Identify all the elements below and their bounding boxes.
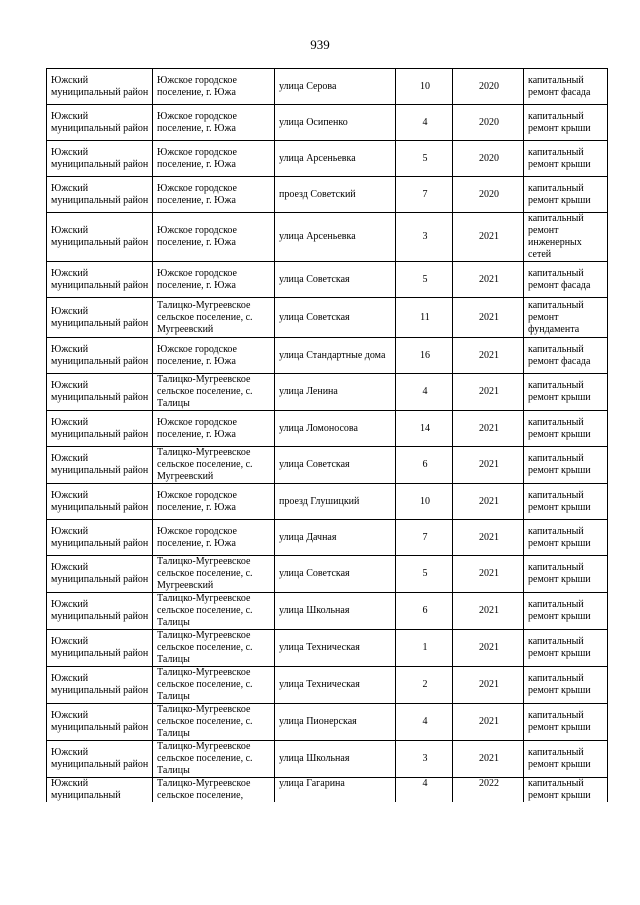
year-cell xyxy=(453,105,524,141)
settlement-cell xyxy=(153,411,275,447)
work-type-cell-text: капитальный ремонт крыши xyxy=(528,778,591,801)
street-cell-text: улица Арсеньевка xyxy=(279,231,356,242)
district-cell xyxy=(47,411,153,447)
street-cell xyxy=(275,338,396,374)
district-cell-text: Южский муниципальный район xyxy=(51,146,149,170)
house-number-cell-text: 4 xyxy=(422,716,428,727)
street-cell-text: улица Арсеньевка xyxy=(279,152,356,164)
work-type-cell-text: капитальный ремонт инженерных сетей xyxy=(528,213,584,260)
street-cell-text: улица Дачная xyxy=(279,531,337,543)
district-cell xyxy=(47,667,153,704)
house-number-cell xyxy=(396,298,453,338)
work-type-cell xyxy=(524,556,608,593)
house-number-cell xyxy=(396,704,453,741)
street-cell xyxy=(275,778,396,803)
district-cell xyxy=(47,520,153,556)
year-cell-text: 2021 xyxy=(479,311,499,323)
year-cell-text: 2021 xyxy=(479,716,499,727)
settlement-cell xyxy=(153,141,275,177)
work-type-cell-text: капитальный ремонт крыши xyxy=(528,636,591,659)
district-cell xyxy=(47,338,153,374)
house-number-cell xyxy=(396,593,453,630)
year-cell-text: 2021 xyxy=(479,273,499,285)
district-cell xyxy=(47,593,153,630)
street-cell xyxy=(275,484,396,520)
house-number-cell-text: 4 xyxy=(422,386,428,397)
table-row xyxy=(47,177,608,213)
district-cell xyxy=(47,298,153,338)
table-row xyxy=(47,141,608,177)
district-cell-text: Южский муниципальный район xyxy=(51,343,149,367)
year-cell-text: 2021 xyxy=(479,679,499,690)
year-cell xyxy=(453,411,524,447)
street-cell xyxy=(275,593,396,630)
settlement-cell-text: Талицко-Мугреевское сельское поселение, с. Талицы xyxy=(157,667,253,702)
work-type-cell-text: капитальный ремонт фасада xyxy=(528,343,591,367)
work-type-cell xyxy=(524,447,608,484)
house-number-cell xyxy=(396,741,453,778)
work-type-cell xyxy=(524,778,608,803)
district-cell xyxy=(47,741,153,778)
work-type-cell-text: капитальный ремонт крыши xyxy=(528,710,591,733)
house-number-cell-text: 14 xyxy=(420,422,430,434)
settlement-cell-text: Южское городское поселение, г. Южа xyxy=(157,110,237,134)
table-row xyxy=(47,262,608,298)
street-cell xyxy=(275,556,396,593)
house-number-cell-text: 10 xyxy=(420,80,430,92)
table-row xyxy=(47,374,608,411)
district-cell-text: Южский муниципальный район xyxy=(51,673,149,696)
work-type-cell-text: капитальный ремонт крыши xyxy=(528,747,591,770)
settlement-cell xyxy=(153,741,275,778)
house-number-cell xyxy=(396,141,453,177)
street-cell-text: улица Советская xyxy=(279,311,350,323)
year-cell-text: 2021 xyxy=(479,568,499,579)
year-cell xyxy=(453,338,524,374)
settlement-cell xyxy=(153,593,275,630)
house-number-cell-text: 7 xyxy=(422,188,428,200)
street-cell xyxy=(275,520,396,556)
work-type-cell xyxy=(524,105,608,141)
settlement-cell xyxy=(153,667,275,704)
street-cell-text: улица Школьная xyxy=(279,753,350,764)
table-row xyxy=(47,213,608,262)
year-cell xyxy=(453,262,524,298)
street-cell xyxy=(275,213,396,262)
year-cell-text: 2021 xyxy=(479,349,499,361)
work-type-cell-text: капитальный ремонт крыши xyxy=(528,416,591,440)
work-type-cell xyxy=(524,741,608,778)
district-cell-text: Южский муниципальный район xyxy=(51,110,149,134)
district-cell xyxy=(47,141,153,177)
year-cell xyxy=(453,667,524,704)
settlement-cell-text: Талицко-Мугреевское сельское поселение, xyxy=(157,778,251,801)
settlement-cell-text: Талицко-Мугреевское сельское поселение, с. Талицы xyxy=(157,630,253,665)
house-number-cell xyxy=(396,411,453,447)
district-cell-text: Южский муниципальный район xyxy=(51,305,149,329)
year-cell-text: 2021 xyxy=(479,605,499,616)
settlement-cell-text: Талицко-Мугреевское сельское поселение, с. Мугреевский xyxy=(157,556,253,591)
house-number-cell-text: 1 xyxy=(422,642,428,653)
house-number-cell-text: 7 xyxy=(422,531,428,543)
work-type-cell-text: капитальный ремонт крыши xyxy=(528,599,591,622)
work-type-cell-text: капитальный ремонт крыши xyxy=(528,489,591,513)
street-cell xyxy=(275,105,396,141)
street-cell-text: улица Школьная xyxy=(279,605,350,616)
district-cell-text: Южский муниципальный район xyxy=(51,525,149,549)
work-type-cell-text: капитальный ремонт крыши xyxy=(528,110,591,134)
house-number-cell-text: 4 xyxy=(422,778,428,789)
settlement-cell-text: Южское городское поселение, г. Южа xyxy=(157,182,237,206)
settlement-cell-text: Южское городское поселение, г. Южа xyxy=(157,416,237,440)
district-cell-text: Южский муниципальный район xyxy=(51,380,149,403)
street-cell-text: улица Советская xyxy=(279,568,350,579)
settlement-cell xyxy=(153,298,275,338)
year-cell xyxy=(453,741,524,778)
table-row xyxy=(47,298,608,338)
district-cell-text: Южский муниципальный район xyxy=(51,710,149,733)
year-cell xyxy=(453,374,524,411)
year-cell-text: 2021 xyxy=(479,459,499,470)
page-number: 939 xyxy=(310,37,330,52)
year-cell xyxy=(453,69,524,105)
house-number-cell-text: 5 xyxy=(422,568,428,579)
year-cell-text: 2022 xyxy=(479,778,499,789)
table-row xyxy=(47,667,608,704)
table-row xyxy=(47,520,608,556)
district-cell xyxy=(47,105,153,141)
year-cell xyxy=(453,704,524,741)
work-type-cell-text: капитальный ремонт крыши xyxy=(528,146,591,170)
work-type-cell xyxy=(524,704,608,741)
street-cell xyxy=(275,177,396,213)
settlement-cell-text: Южское городское поселение, г. Южа xyxy=(157,267,237,291)
district-cell xyxy=(47,484,153,520)
street-cell-text: улица Советская xyxy=(279,273,350,285)
year-cell xyxy=(453,484,524,520)
settlement-cell xyxy=(153,105,275,141)
settlement-cell xyxy=(153,630,275,667)
district-cell xyxy=(47,69,153,105)
settlement-cell xyxy=(153,447,275,484)
street-cell-text: улица Гагарина xyxy=(279,778,345,789)
work-type-cell xyxy=(524,520,608,556)
year-cell-text: 2021 xyxy=(479,642,499,653)
district-cell xyxy=(47,262,153,298)
house-number-cell-text: 5 xyxy=(422,273,428,285)
work-type-cell-text: капитальный ремонт крыши xyxy=(528,562,591,585)
street-cell-text: улица Пионерская xyxy=(279,716,357,727)
street-cell xyxy=(275,741,396,778)
table-row xyxy=(47,778,608,803)
settlement-cell-text: Южское городское поселение, г. Южа xyxy=(157,146,237,170)
table-body xyxy=(47,69,608,803)
street-cell xyxy=(275,667,396,704)
year-cell xyxy=(453,177,524,213)
work-type-cell-text: капитальный ремонт крыши xyxy=(528,182,591,206)
house-number-cell xyxy=(396,338,453,374)
district-cell xyxy=(47,778,153,803)
house-number-cell-text: 6 xyxy=(422,459,428,470)
settlement-cell xyxy=(153,556,275,593)
district-cell-text: Южский муниципальный район xyxy=(51,416,149,440)
work-type-cell xyxy=(524,69,608,105)
settlement-cell xyxy=(153,262,275,298)
year-cell-text: 2020 xyxy=(479,188,499,200)
district-cell-text: Южский муниципальный район xyxy=(51,747,149,770)
settlement-cell-text: Талицко-Мугреевское сельское поселение, с. Талицы xyxy=(157,704,253,739)
table-row xyxy=(47,556,608,593)
district-cell-text: Южский муниципальный район xyxy=(51,489,149,513)
year-cell xyxy=(453,778,524,803)
year-cell-text: 2020 xyxy=(479,152,499,164)
work-type-cell xyxy=(524,338,608,374)
street-cell-text: улица Серова xyxy=(279,80,337,92)
house-number-cell xyxy=(396,520,453,556)
table-row xyxy=(47,593,608,630)
settlement-cell-text: Талицко-Мугреевское сельское поселение, с. Талицы xyxy=(157,374,253,409)
work-type-cell xyxy=(524,411,608,447)
settlement-cell-text: Южское городское поселение, г. Южа xyxy=(157,489,237,513)
year-cell xyxy=(453,213,524,262)
street-cell-text: улица Ленина xyxy=(279,386,338,397)
work-type-cell-text: капитальный ремонт фасада xyxy=(528,74,591,98)
district-cell xyxy=(47,447,153,484)
work-type-cell-text: капитальный ремонт крыши xyxy=(528,673,591,696)
year-cell-text: 2020 xyxy=(479,80,499,92)
street-cell-text: улица Осипенко xyxy=(279,116,348,128)
district-cell-text: Южский муниципальный район xyxy=(51,267,149,291)
house-number-cell-text: 2 xyxy=(422,679,428,690)
year-cell xyxy=(453,447,524,484)
settlement-cell-text: Талицко-Мугреевское сельское поселение, с. Талицы xyxy=(157,741,253,776)
district-cell-text: Южский муниципальный район xyxy=(51,182,149,206)
street-cell xyxy=(275,374,396,411)
year-cell-text: 2020 xyxy=(479,116,499,128)
district-cell-text: Южский муниципальный xyxy=(51,778,121,801)
district-cell-text: Южский муниципальный район xyxy=(51,74,149,98)
year-cell xyxy=(453,298,524,338)
district-cell-text: Южский муниципальный район xyxy=(51,225,149,248)
settlement-cell xyxy=(153,374,275,411)
year-cell-text: 2021 xyxy=(479,531,499,543)
year-cell-text: 2021 xyxy=(479,386,499,397)
work-type-cell xyxy=(524,484,608,520)
house-number-cell-text: 3 xyxy=(422,753,428,764)
house-number-cell-text: 16 xyxy=(420,349,430,361)
year-cell xyxy=(453,141,524,177)
settlement-cell-text: Южское городское поселение, г. Южа xyxy=(157,343,237,367)
settlement-cell xyxy=(153,778,275,803)
street-cell xyxy=(275,447,396,484)
district-cell xyxy=(47,177,153,213)
settlement-cell xyxy=(153,338,275,374)
street-cell-text: улица Советская xyxy=(279,459,350,470)
work-type-cell-text: капитальный ремонт фасада xyxy=(528,267,591,291)
table-row xyxy=(47,741,608,778)
settlement-cell xyxy=(153,177,275,213)
house-number-cell-text: 5 xyxy=(422,152,428,164)
district-cell xyxy=(47,213,153,262)
work-type-cell-text: капитальный ремонт фундамента xyxy=(528,299,584,335)
work-type-cell xyxy=(524,213,608,262)
house-number-cell-text: 11 xyxy=(420,311,430,323)
street-cell xyxy=(275,69,396,105)
table-row xyxy=(47,338,608,374)
street-cell xyxy=(275,630,396,667)
work-type-cell xyxy=(524,374,608,411)
work-type-cell xyxy=(524,141,608,177)
house-number-cell xyxy=(396,262,453,298)
table-row xyxy=(47,411,608,447)
table-row xyxy=(47,105,608,141)
year-cell xyxy=(453,520,524,556)
work-type-cell-text: капитальный ремонт крыши xyxy=(528,380,591,403)
district-cell xyxy=(47,556,153,593)
house-number-cell xyxy=(396,374,453,411)
house-number-cell-text: 10 xyxy=(420,495,430,507)
year-cell-text: 2021 xyxy=(479,422,499,434)
year-cell xyxy=(453,593,524,630)
table-row xyxy=(47,69,608,105)
street-cell-text: улица Ломоносова xyxy=(279,422,358,434)
district-cell-text: Южский муниципальный район xyxy=(51,599,149,622)
settlement-cell-text: Южское городское поселение, г. Южа xyxy=(157,74,237,98)
settlement-cell xyxy=(153,69,275,105)
work-type-cell-text: капитальный ремонт крыши xyxy=(528,453,591,476)
settlement-cell xyxy=(153,520,275,556)
house-number-cell xyxy=(396,177,453,213)
street-cell-text: улица Техническая xyxy=(279,679,360,690)
work-type-cell xyxy=(524,667,608,704)
street-cell-text: улица Техническая xyxy=(279,642,360,653)
district-cell xyxy=(47,374,153,411)
work-type-cell xyxy=(524,262,608,298)
street-cell xyxy=(275,141,396,177)
table-row xyxy=(47,447,608,484)
house-number-cell xyxy=(396,778,453,803)
district-cell-text: Южский муниципальный район xyxy=(51,636,149,659)
work-type-cell xyxy=(524,630,608,667)
work-type-cell xyxy=(524,177,608,213)
district-cell-text: Южский муниципальный район xyxy=(51,453,149,476)
street-cell xyxy=(275,262,396,298)
work-type-cell xyxy=(524,593,608,630)
street-cell xyxy=(275,298,396,338)
house-number-cell-text: 6 xyxy=(422,605,428,616)
house-number-cell xyxy=(396,105,453,141)
street-cell-text: проезд Глушицкий xyxy=(279,495,360,507)
table-row xyxy=(47,630,608,667)
house-number-cell xyxy=(396,667,453,704)
house-number-cell xyxy=(396,213,453,262)
year-cell-text: 2021 xyxy=(479,495,499,507)
district-cell-text: Южский муниципальный район xyxy=(51,562,149,585)
settlement-cell xyxy=(153,213,275,262)
street-cell xyxy=(275,704,396,741)
year-cell xyxy=(453,630,524,667)
repair-schedule-table xyxy=(46,68,608,802)
year-cell-text: 2021 xyxy=(479,231,499,242)
year-cell xyxy=(453,556,524,593)
year-cell-text: 2021 xyxy=(479,753,499,764)
settlement-cell xyxy=(153,484,275,520)
house-number-cell xyxy=(396,556,453,593)
work-type-cell xyxy=(524,298,608,338)
settlement-cell xyxy=(153,704,275,741)
street-cell-text: проезд Советский xyxy=(279,188,356,200)
house-number-cell-text: 4 xyxy=(422,116,428,128)
house-number-cell xyxy=(396,447,453,484)
district-cell xyxy=(47,630,153,667)
table-row xyxy=(47,704,608,741)
settlement-cell-text: Талицко-Мугреевское сельское поселение, с. Мугреевский xyxy=(157,299,253,335)
settlement-cell-text: Талицко-Мугреевское сельское поселение, с. Талицы xyxy=(157,593,253,628)
district-cell xyxy=(47,704,153,741)
house-number-cell xyxy=(396,484,453,520)
work-type-cell-text: капитальный ремонт крыши xyxy=(528,525,591,549)
settlement-cell-text: Южское городское поселение, г. Южа xyxy=(157,525,237,549)
settlement-cell-text: Талицко-Мугреевское сельское поселение, с. Мугреевский xyxy=(157,447,253,482)
house-number-cell xyxy=(396,630,453,667)
settlement-cell-text: Южское городское поселение, г. Южа xyxy=(157,225,237,248)
house-number-cell-text: 3 xyxy=(422,231,428,242)
house-number-cell xyxy=(396,69,453,105)
street-cell-text: улица Стандартные дома xyxy=(279,349,386,361)
table-row xyxy=(47,484,608,520)
street-cell xyxy=(275,411,396,447)
